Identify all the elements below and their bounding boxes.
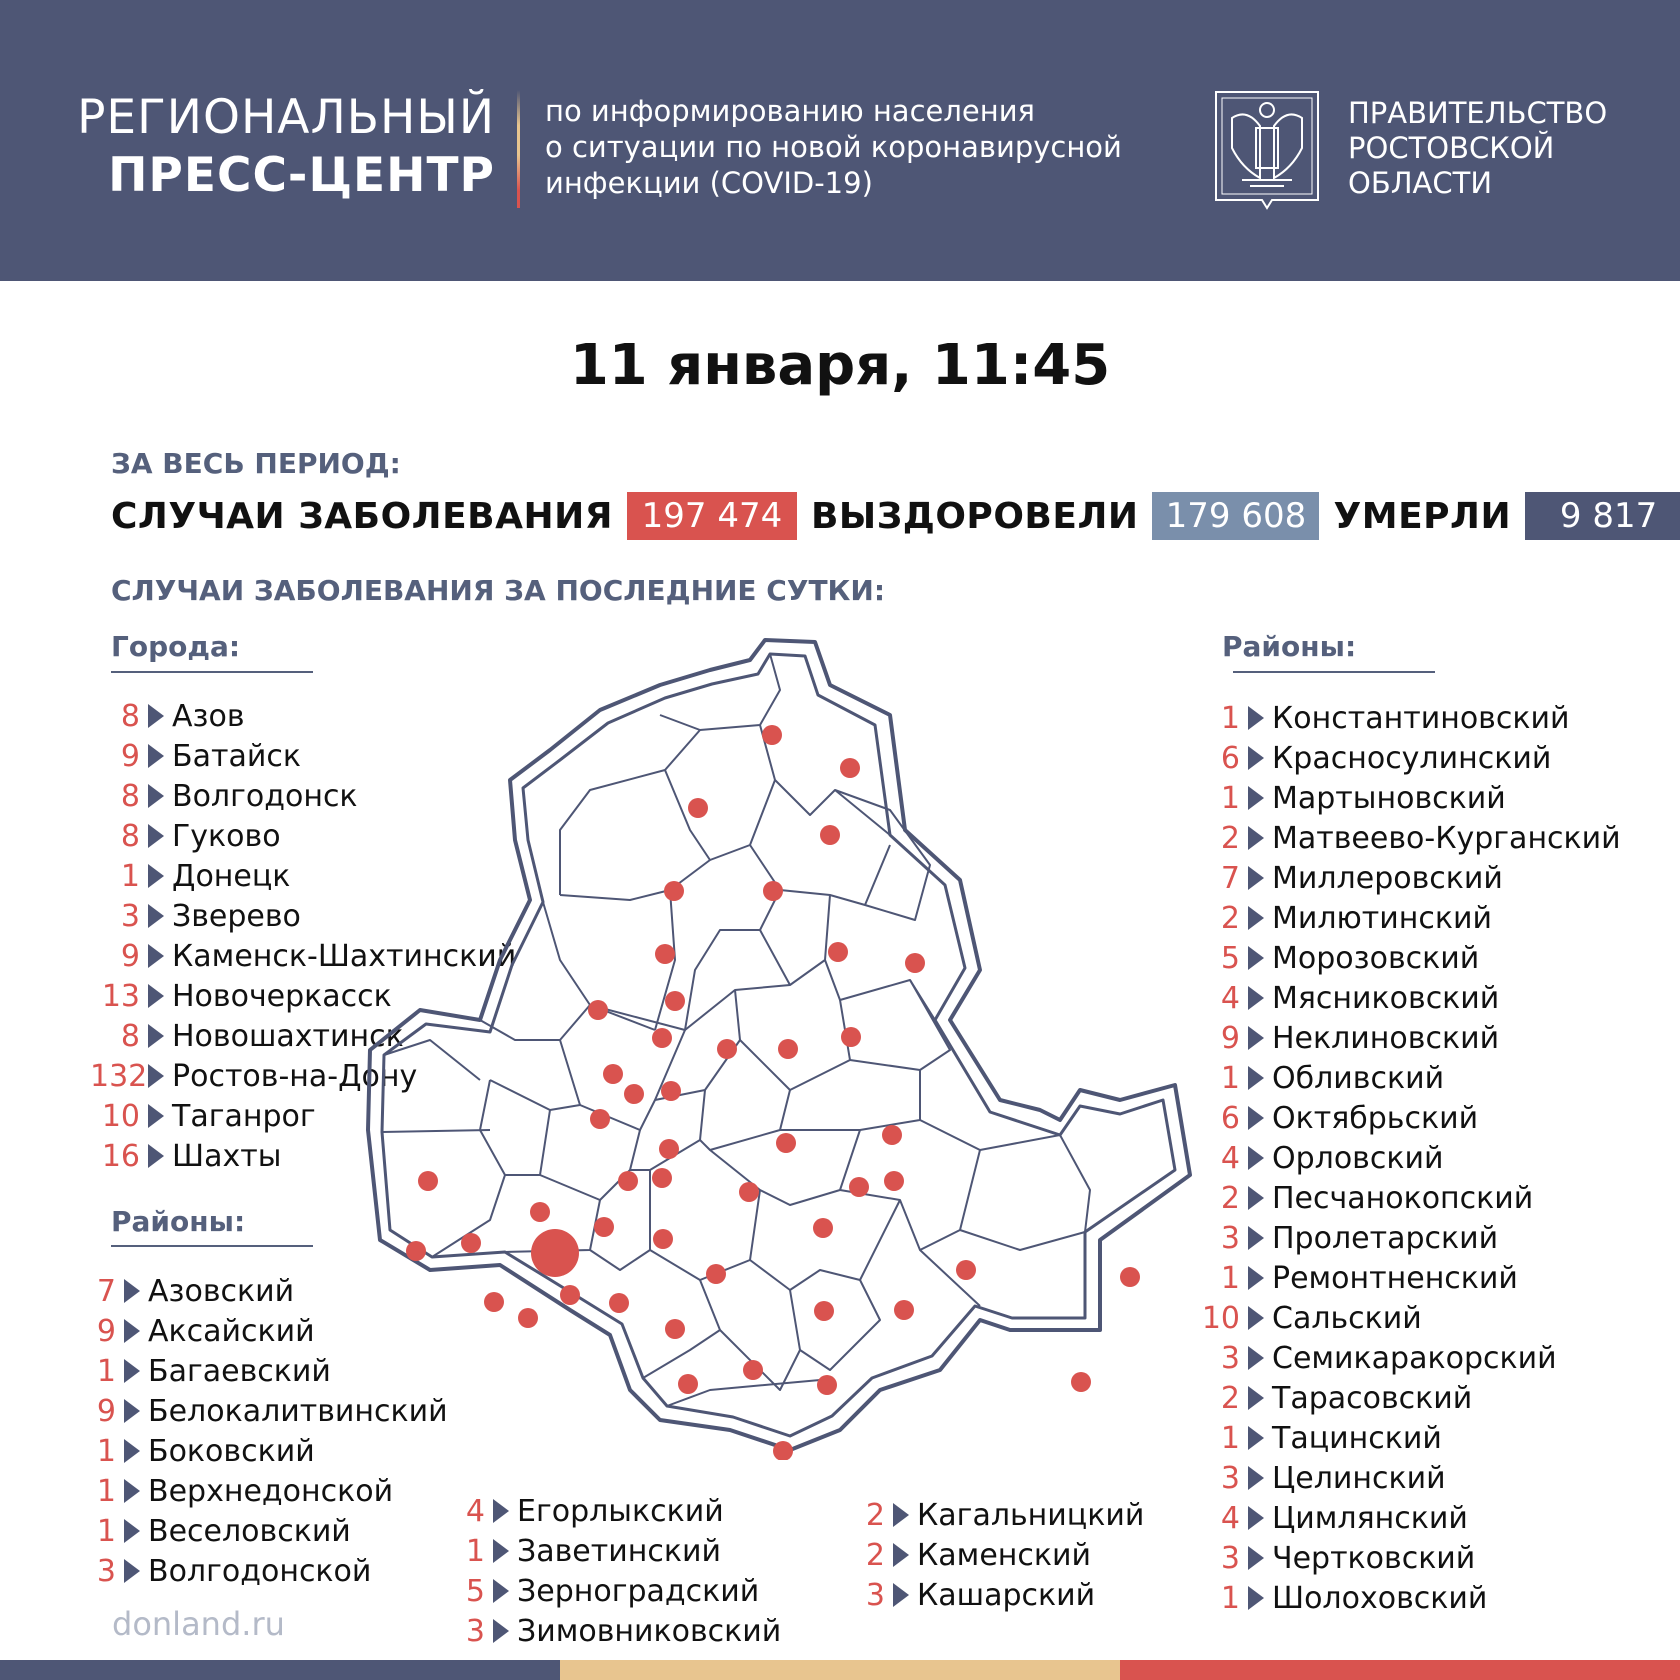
play-arrow-icon: [1248, 1426, 1264, 1450]
list-item: [1200, 938, 1621, 978]
place-name: Веселовский: [148, 1513, 351, 1549]
place-name: Каменск-Шахтинский: [172, 938, 517, 974]
map-marker: [717, 1039, 737, 1059]
case-count: 8: [120, 698, 140, 734]
place-name: Гуково: [172, 818, 281, 854]
list-item: [90, 1551, 448, 1591]
case-count: 4: [465, 1493, 485, 1529]
totals-row: [111, 491, 1680, 541]
play-arrow-icon: [493, 1619, 509, 1643]
case-count: 3: [1220, 1540, 1240, 1576]
map-marker: [653, 1229, 673, 1249]
play-arrow-icon: [148, 1024, 164, 1048]
place-name: Таганрог: [172, 1098, 316, 1134]
map-marker: [406, 1241, 426, 1261]
place-name: Зверево: [172, 898, 301, 934]
map-marker: [894, 1300, 914, 1320]
map-marker: [678, 1374, 698, 1394]
map-marker: [560, 1285, 580, 1305]
case-count: 9: [96, 1313, 116, 1349]
place-name: Милютинский: [1272, 900, 1493, 936]
place-name: Волгодонской: [148, 1553, 372, 1589]
case-count: 13: [101, 978, 140, 1014]
map-marker: [739, 1182, 759, 1202]
case-count: 1: [96, 1353, 116, 1389]
play-arrow-icon: [124, 1279, 140, 1303]
map-marker: [814, 1301, 834, 1321]
play-arrow-icon: [124, 1559, 140, 1583]
place-name: Азовский: [148, 1273, 295, 1309]
map-marker: [661, 1081, 681, 1101]
play-arrow-icon: [124, 1519, 140, 1543]
list-item: [1200, 1098, 1621, 1138]
place-name: Мясниковский: [1272, 980, 1500, 1016]
map-marker: [652, 1028, 672, 1048]
cities-underline: [111, 671, 313, 673]
place-name: Красносулинский: [1272, 740, 1552, 776]
case-count: 1: [1220, 780, 1240, 816]
case-count: 6: [1220, 740, 1240, 776]
case-count: 9: [120, 738, 140, 774]
case-count: 1: [1220, 1060, 1240, 1096]
gov-line: РОСТОВСКОЙ: [1348, 131, 1555, 165]
play-arrow-icon: [148, 904, 164, 928]
list-item: [1200, 1458, 1621, 1498]
place-name: Кагальницкий: [917, 1497, 1145, 1533]
place-name: Миллеровский: [1272, 860, 1503, 896]
list-item: [1200, 1538, 1621, 1578]
list-item: [1200, 1338, 1621, 1378]
map-marker: [882, 1125, 902, 1145]
map-marker: [1071, 1372, 1091, 1392]
map-marker: [484, 1292, 504, 1312]
place-name: Пролетарский: [1272, 1220, 1499, 1256]
place-name: Тацинский: [1272, 1420, 1442, 1456]
map-marker: [530, 1202, 550, 1222]
footer-bar-gold: [560, 1660, 1120, 1680]
subtitle-line: по информированию населения: [545, 94, 1035, 128]
map-marker: [624, 1084, 644, 1104]
case-count: 1: [96, 1433, 116, 1469]
last24-label: СЛУЧАИ ЗАБОЛЕВАНИЯ ЗА ПОСЛЕДНИЕ СУТКИ:: [111, 574, 886, 607]
place-name: Зимовниковский: [517, 1613, 782, 1649]
case-count: 2: [1220, 1380, 1240, 1416]
case-count: 9: [96, 1393, 116, 1429]
map-marker: [461, 1233, 481, 1253]
place-name: Морозовский: [1272, 940, 1480, 976]
play-arrow-icon: [1248, 906, 1264, 930]
case-count: 10: [101, 1098, 140, 1134]
case-count: 16: [101, 1138, 140, 1174]
map-marker: [820, 825, 840, 845]
place-name: Семикаракорский: [1272, 1340, 1557, 1376]
case-count: 1: [1220, 1580, 1240, 1616]
map-marker: [652, 1168, 672, 1188]
districts-underline: [111, 1245, 313, 1247]
list-item: [455, 1611, 781, 1651]
period-label: ЗА ВЕСЬ ПЕРИОД:: [111, 447, 401, 480]
place-name: Верхнедонской: [148, 1473, 394, 1509]
play-arrow-icon: [1248, 866, 1264, 890]
place-name: Волгодонск: [172, 778, 358, 814]
map-marker: [659, 1139, 679, 1159]
play-arrow-icon: [1248, 1186, 1264, 1210]
header-banner: [0, 0, 1680, 281]
list-item: [1200, 1018, 1621, 1058]
place-name: Цимлянский: [1272, 1500, 1468, 1536]
map-marker: [743, 1360, 763, 1380]
cases-badge: 197 474: [627, 492, 797, 540]
play-arrow-icon: [493, 1539, 509, 1563]
place-name: Боковский: [148, 1433, 315, 1469]
place-name: Сальский: [1272, 1300, 1422, 1336]
play-arrow-icon: [493, 1499, 509, 1523]
play-arrow-icon: [1248, 1506, 1264, 1530]
map-marker: [905, 953, 925, 973]
map-marker: [594, 1217, 614, 1237]
play-arrow-icon: [1248, 706, 1264, 730]
map-marker: [840, 758, 860, 778]
place-name: Шолоховский: [1272, 1580, 1488, 1616]
press-center-subtitle: [545, 93, 1145, 201]
map-marker: [849, 1177, 869, 1197]
map-marker: [665, 1319, 685, 1339]
list-item: [1200, 858, 1621, 898]
list-item: [1200, 778, 1621, 818]
list-item: [855, 1535, 1144, 1575]
case-count: 4: [1220, 1140, 1240, 1176]
play-arrow-icon: [893, 1543, 909, 1567]
place-name: Донецк: [172, 858, 291, 894]
map-marker: [618, 1171, 638, 1191]
map-marker: [518, 1308, 538, 1328]
play-arrow-icon: [893, 1583, 909, 1607]
map-marker: [817, 1375, 837, 1395]
place-name: Константиновский: [1272, 700, 1570, 736]
play-arrow-icon: [1248, 1466, 1264, 1490]
report-date: 11 января, 11:45: [569, 333, 1111, 398]
place-name: Белокалитвинский: [148, 1393, 448, 1429]
government-name: [1348, 96, 1668, 201]
play-arrow-icon: [148, 1064, 164, 1088]
footer-bar-dark: [0, 1660, 560, 1680]
play-arrow-icon: [148, 784, 164, 808]
cities-title: Города:: [111, 630, 241, 663]
map-marker: [884, 1171, 904, 1191]
place-name: Чертковский: [1272, 1540, 1476, 1576]
died-label: УМЕРЛИ: [1333, 495, 1512, 537]
play-arrow-icon: [1248, 1386, 1264, 1410]
list-item: [1200, 898, 1621, 938]
coat-of-arms-icon: [1212, 88, 1322, 216]
map-marker: [664, 881, 684, 901]
case-count: 4: [1220, 980, 1240, 1016]
play-arrow-icon: [1248, 1146, 1264, 1170]
map-marker: [418, 1171, 438, 1191]
map-marker: [688, 798, 708, 818]
map-marker: [763, 881, 783, 901]
list-item: [1200, 1498, 1621, 1538]
play-arrow-icon: [1248, 946, 1264, 970]
footer-site: donland.ru: [112, 1605, 285, 1643]
districts-mid1-list: [455, 1491, 781, 1651]
play-arrow-icon: [148, 824, 164, 848]
play-arrow-icon: [1248, 986, 1264, 1010]
play-arrow-icon: [1248, 1266, 1264, 1290]
press-center-title-line1: РЕГИОНАЛЬНЫЙ: [77, 90, 495, 145]
list-item: [1200, 1418, 1621, 1458]
place-name: Ростов-на-Дону: [172, 1058, 418, 1094]
case-count: 1: [465, 1533, 485, 1569]
districts-right-title: Районы:: [1222, 630, 1357, 663]
place-name: Егорлыкский: [517, 1493, 724, 1529]
case-count: 6: [1220, 1100, 1240, 1136]
list-item: [1200, 1058, 1621, 1098]
play-arrow-icon: [148, 1144, 164, 1168]
play-arrow-icon: [1248, 1066, 1264, 1090]
place-name: Мартыновский: [1272, 780, 1506, 816]
map-marker: [778, 1039, 798, 1059]
play-arrow-icon: [124, 1479, 140, 1503]
place-name: Азов: [172, 698, 245, 734]
map-inner-border: [382, 654, 1175, 1436]
list-item: [855, 1575, 1144, 1615]
place-name: Неклиновский: [1272, 1020, 1500, 1056]
case-count: 5: [465, 1573, 485, 1609]
list-item: [455, 1571, 781, 1611]
place-name: Тарасовский: [1272, 1380, 1473, 1416]
list-item: [90, 1511, 448, 1551]
subtitle-line: инфекции (COVID-19): [545, 166, 873, 200]
list-item: [1200, 698, 1621, 738]
place-name: Каменский: [917, 1537, 1091, 1573]
footer-bar-red: [1120, 1660, 1680, 1680]
map-marker: [665, 991, 685, 1011]
case-count: 4: [1220, 1500, 1240, 1536]
case-count: 1: [1220, 700, 1240, 736]
map-marker: [841, 1027, 861, 1047]
place-name: Аксайский: [148, 1313, 315, 1349]
play-arrow-icon: [148, 1104, 164, 1128]
list-item: [855, 1495, 1144, 1535]
map-marker: [609, 1293, 629, 1313]
place-name: Матвеево-Курганский: [1272, 820, 1621, 856]
place-name: Шахты: [172, 1138, 282, 1174]
place-name: Ремонтненский: [1272, 1260, 1518, 1296]
map-marker: [590, 1109, 610, 1129]
list-item: [1200, 1218, 1621, 1258]
recovered-badge: 179 608: [1152, 492, 1319, 540]
list-item: [455, 1491, 781, 1531]
play-arrow-icon: [148, 704, 164, 728]
place-name: Заветинский: [517, 1533, 721, 1569]
map-marker: [655, 944, 675, 964]
case-count: 3: [1220, 1460, 1240, 1496]
place-name: Обливский: [1272, 1060, 1445, 1096]
place-name: Песчанокопский: [1272, 1180, 1534, 1216]
play-arrow-icon: [124, 1399, 140, 1423]
recovered-label: ВЫЗДОРОВЕЛИ: [810, 495, 1139, 537]
case-count: 2: [1220, 820, 1240, 856]
list-item: [1200, 1258, 1621, 1298]
list-item: [1200, 738, 1621, 778]
list-item: [1200, 978, 1621, 1018]
districts-right-list: [1200, 698, 1621, 1618]
case-count: 132: [90, 1058, 148, 1094]
map-marker: [828, 942, 848, 962]
died-badge: 9 817: [1525, 492, 1680, 540]
case-count: 7: [96, 1273, 116, 1309]
map-marker: [531, 1229, 579, 1277]
list-item: [1200, 1138, 1621, 1178]
place-name: Зерноградский: [517, 1573, 760, 1609]
case-count: 9: [1220, 1020, 1240, 1056]
case-count: 2: [865, 1497, 885, 1533]
case-count: 3: [1220, 1340, 1240, 1376]
case-count: 3: [865, 1577, 885, 1613]
play-arrow-icon: [124, 1359, 140, 1383]
list-item: [455, 1531, 781, 1571]
subtitle-line: о ситуации по новой коронавирусной: [545, 130, 1122, 164]
play-arrow-icon: [1248, 786, 1264, 810]
place-name: Батайск: [172, 738, 301, 774]
play-arrow-icon: [893, 1503, 909, 1527]
play-arrow-icon: [493, 1579, 509, 1603]
play-arrow-icon: [124, 1319, 140, 1343]
case-count: 8: [120, 1018, 140, 1054]
place-name: Багаевский: [148, 1353, 331, 1389]
map-marker: [776, 1133, 796, 1153]
case-count: 3: [1220, 1220, 1240, 1256]
play-arrow-icon: [148, 944, 164, 968]
place-name: Орловский: [1272, 1140, 1444, 1176]
map-marker: [603, 1064, 623, 1084]
play-arrow-icon: [1248, 1106, 1264, 1130]
play-arrow-icon: [1248, 1546, 1264, 1570]
case-count: 1: [120, 858, 140, 894]
districts-title: Районы:: [111, 1205, 246, 1238]
map-district-borders: [382, 654, 1090, 1406]
press-center-title-line2: ПРЕСС-ЦЕНТР: [108, 148, 495, 203]
play-arrow-icon: [1248, 1346, 1264, 1370]
list-item: [1200, 818, 1621, 858]
map-marker: [956, 1260, 976, 1280]
list-item: [1200, 1578, 1621, 1618]
gov-line: ПРАВИТЕЛЬСТВО: [1348, 96, 1608, 130]
play-arrow-icon: [124, 1439, 140, 1463]
case-count: 2: [865, 1537, 885, 1573]
play-arrow-icon: [1248, 826, 1264, 850]
map-marker: [588, 1000, 608, 1020]
play-arrow-icon: [148, 744, 164, 768]
case-count: 2: [1220, 1180, 1240, 1216]
case-count: 3: [465, 1613, 485, 1649]
region-map: [360, 630, 1200, 1460]
case-count: 1: [96, 1473, 116, 1509]
case-count: 1: [1220, 1420, 1240, 1456]
case-count: 9: [120, 938, 140, 974]
case-count: 7: [1220, 860, 1240, 896]
play-arrow-icon: [1248, 1586, 1264, 1610]
place-name: Целинский: [1272, 1460, 1446, 1496]
gov-line: ОБЛАСТИ: [1348, 166, 1493, 200]
case-count: 10: [1201, 1300, 1240, 1336]
play-arrow-icon: [1248, 746, 1264, 770]
list-item: [1200, 1378, 1621, 1418]
map-marker: [762, 725, 782, 745]
districts-right-underline: [1233, 671, 1435, 673]
case-count: 3: [96, 1553, 116, 1589]
place-name: Октябрьский: [1272, 1100, 1479, 1136]
case-count: 1: [1220, 1260, 1240, 1296]
list-item: [1200, 1178, 1621, 1218]
districts-mid2-list: [855, 1495, 1144, 1615]
play-arrow-icon: [148, 864, 164, 888]
list-item: [1200, 1298, 1621, 1338]
place-name: Новочеркасск: [172, 978, 392, 1014]
cases-label: СЛУЧАИ ЗАБОЛЕВАНИЯ: [111, 495, 613, 537]
play-arrow-icon: [1248, 1306, 1264, 1330]
map-marker: [813, 1218, 833, 1238]
case-count: 8: [120, 778, 140, 814]
case-count: 1: [96, 1513, 116, 1549]
play-arrow-icon: [1248, 1226, 1264, 1250]
map-marker: [706, 1264, 726, 1284]
case-count: 5: [1220, 940, 1240, 976]
play-arrow-icon: [148, 984, 164, 1008]
header-divider: [517, 90, 520, 208]
map-marker: [1120, 1267, 1140, 1287]
place-name: Новошахтинск: [172, 1018, 404, 1054]
play-arrow-icon: [1248, 1026, 1264, 1050]
case-count: 3: [120, 898, 140, 934]
case-count: 8: [120, 818, 140, 854]
list-item: [90, 1471, 448, 1511]
case-count: 2: [1220, 900, 1240, 936]
place-name: Кашарский: [917, 1577, 1096, 1613]
